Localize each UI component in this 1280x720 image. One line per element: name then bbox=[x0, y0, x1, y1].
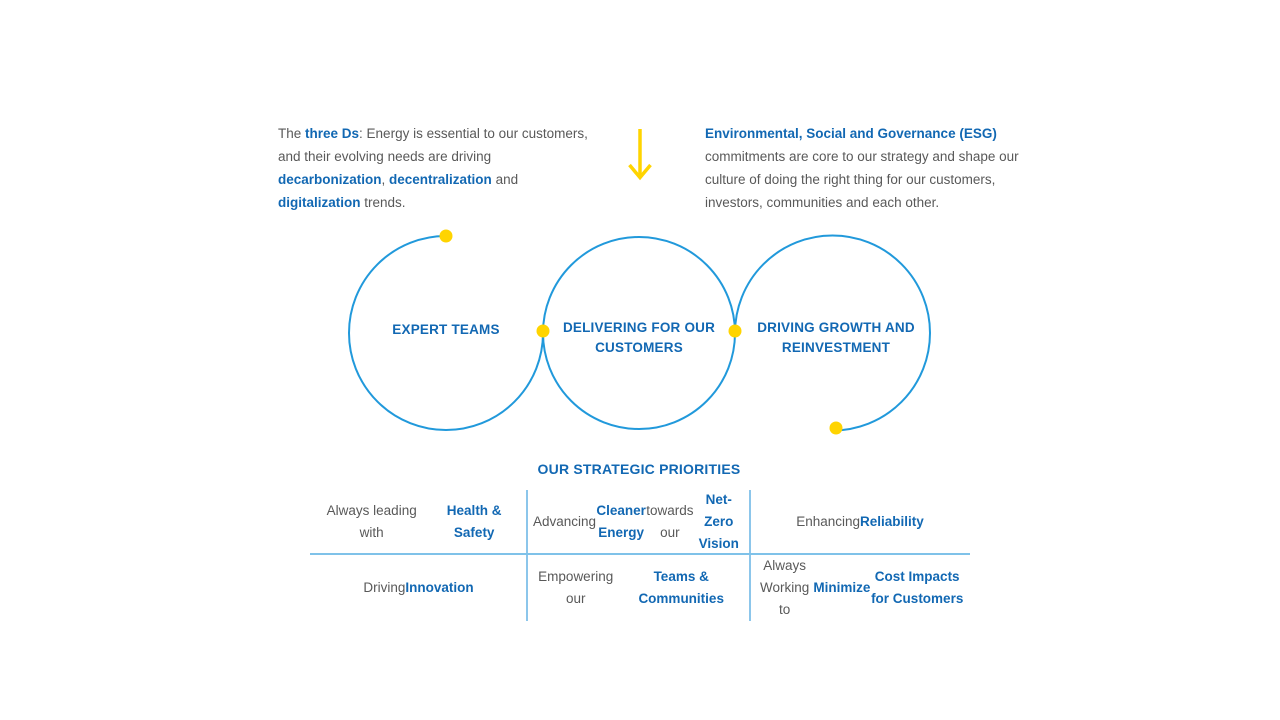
down-arrow-icon bbox=[630, 129, 651, 178]
path-end-dot bbox=[830, 422, 843, 435]
priority-cell-health-safety: Always leading with Health & Safety bbox=[326, 503, 502, 540]
circle-label-delivering-customers: DELIVERING FOR OUR CUSTOMERS bbox=[562, 320, 716, 355]
priority-cell-cleaner-energy: Advancing Cleaner Energy towards our Net-Zero Vision bbox=[533, 492, 739, 551]
priority-cell-cost-impacts: Always Working to Minimize Cost Impacts for Customers bbox=[760, 557, 964, 617]
grid-vertical-divider-2 bbox=[749, 490, 751, 621]
priority-cell-reliability: Enhancing Reliability bbox=[796, 514, 924, 529]
circle-label-growth-reinvestment: DRIVING GROWTH AND REINVESTMENT bbox=[757, 320, 915, 355]
priority-cell-innovation: Driving Innovation bbox=[363, 579, 474, 595]
intro-text-esg: Environmental, Social and Governance (ESG) commitments are core to our strategy and shape our culture of doing the right thing for our customers, investors, communities and each other. bbox=[705, 126, 1019, 210]
priorities-grid bbox=[310, 490, 970, 621]
path-start-dot bbox=[440, 230, 453, 243]
intro-text-three-ds: The three Ds: Energy is essential to our customers, and their evolving needs are driving decarbonization, decentralization and digitalization trends. bbox=[278, 126, 588, 210]
grid-vertical-divider-1 bbox=[526, 490, 528, 621]
priority-cell-teams-communities: Empowering our Teams & Communities bbox=[538, 568, 724, 606]
priorities-title: OUR STRATEGIC PRIORITIES bbox=[537, 461, 741, 477]
circle-label-expert-teams: EXPERT TEAMS bbox=[392, 322, 500, 337]
grid-horizontal-divider bbox=[310, 553, 970, 555]
